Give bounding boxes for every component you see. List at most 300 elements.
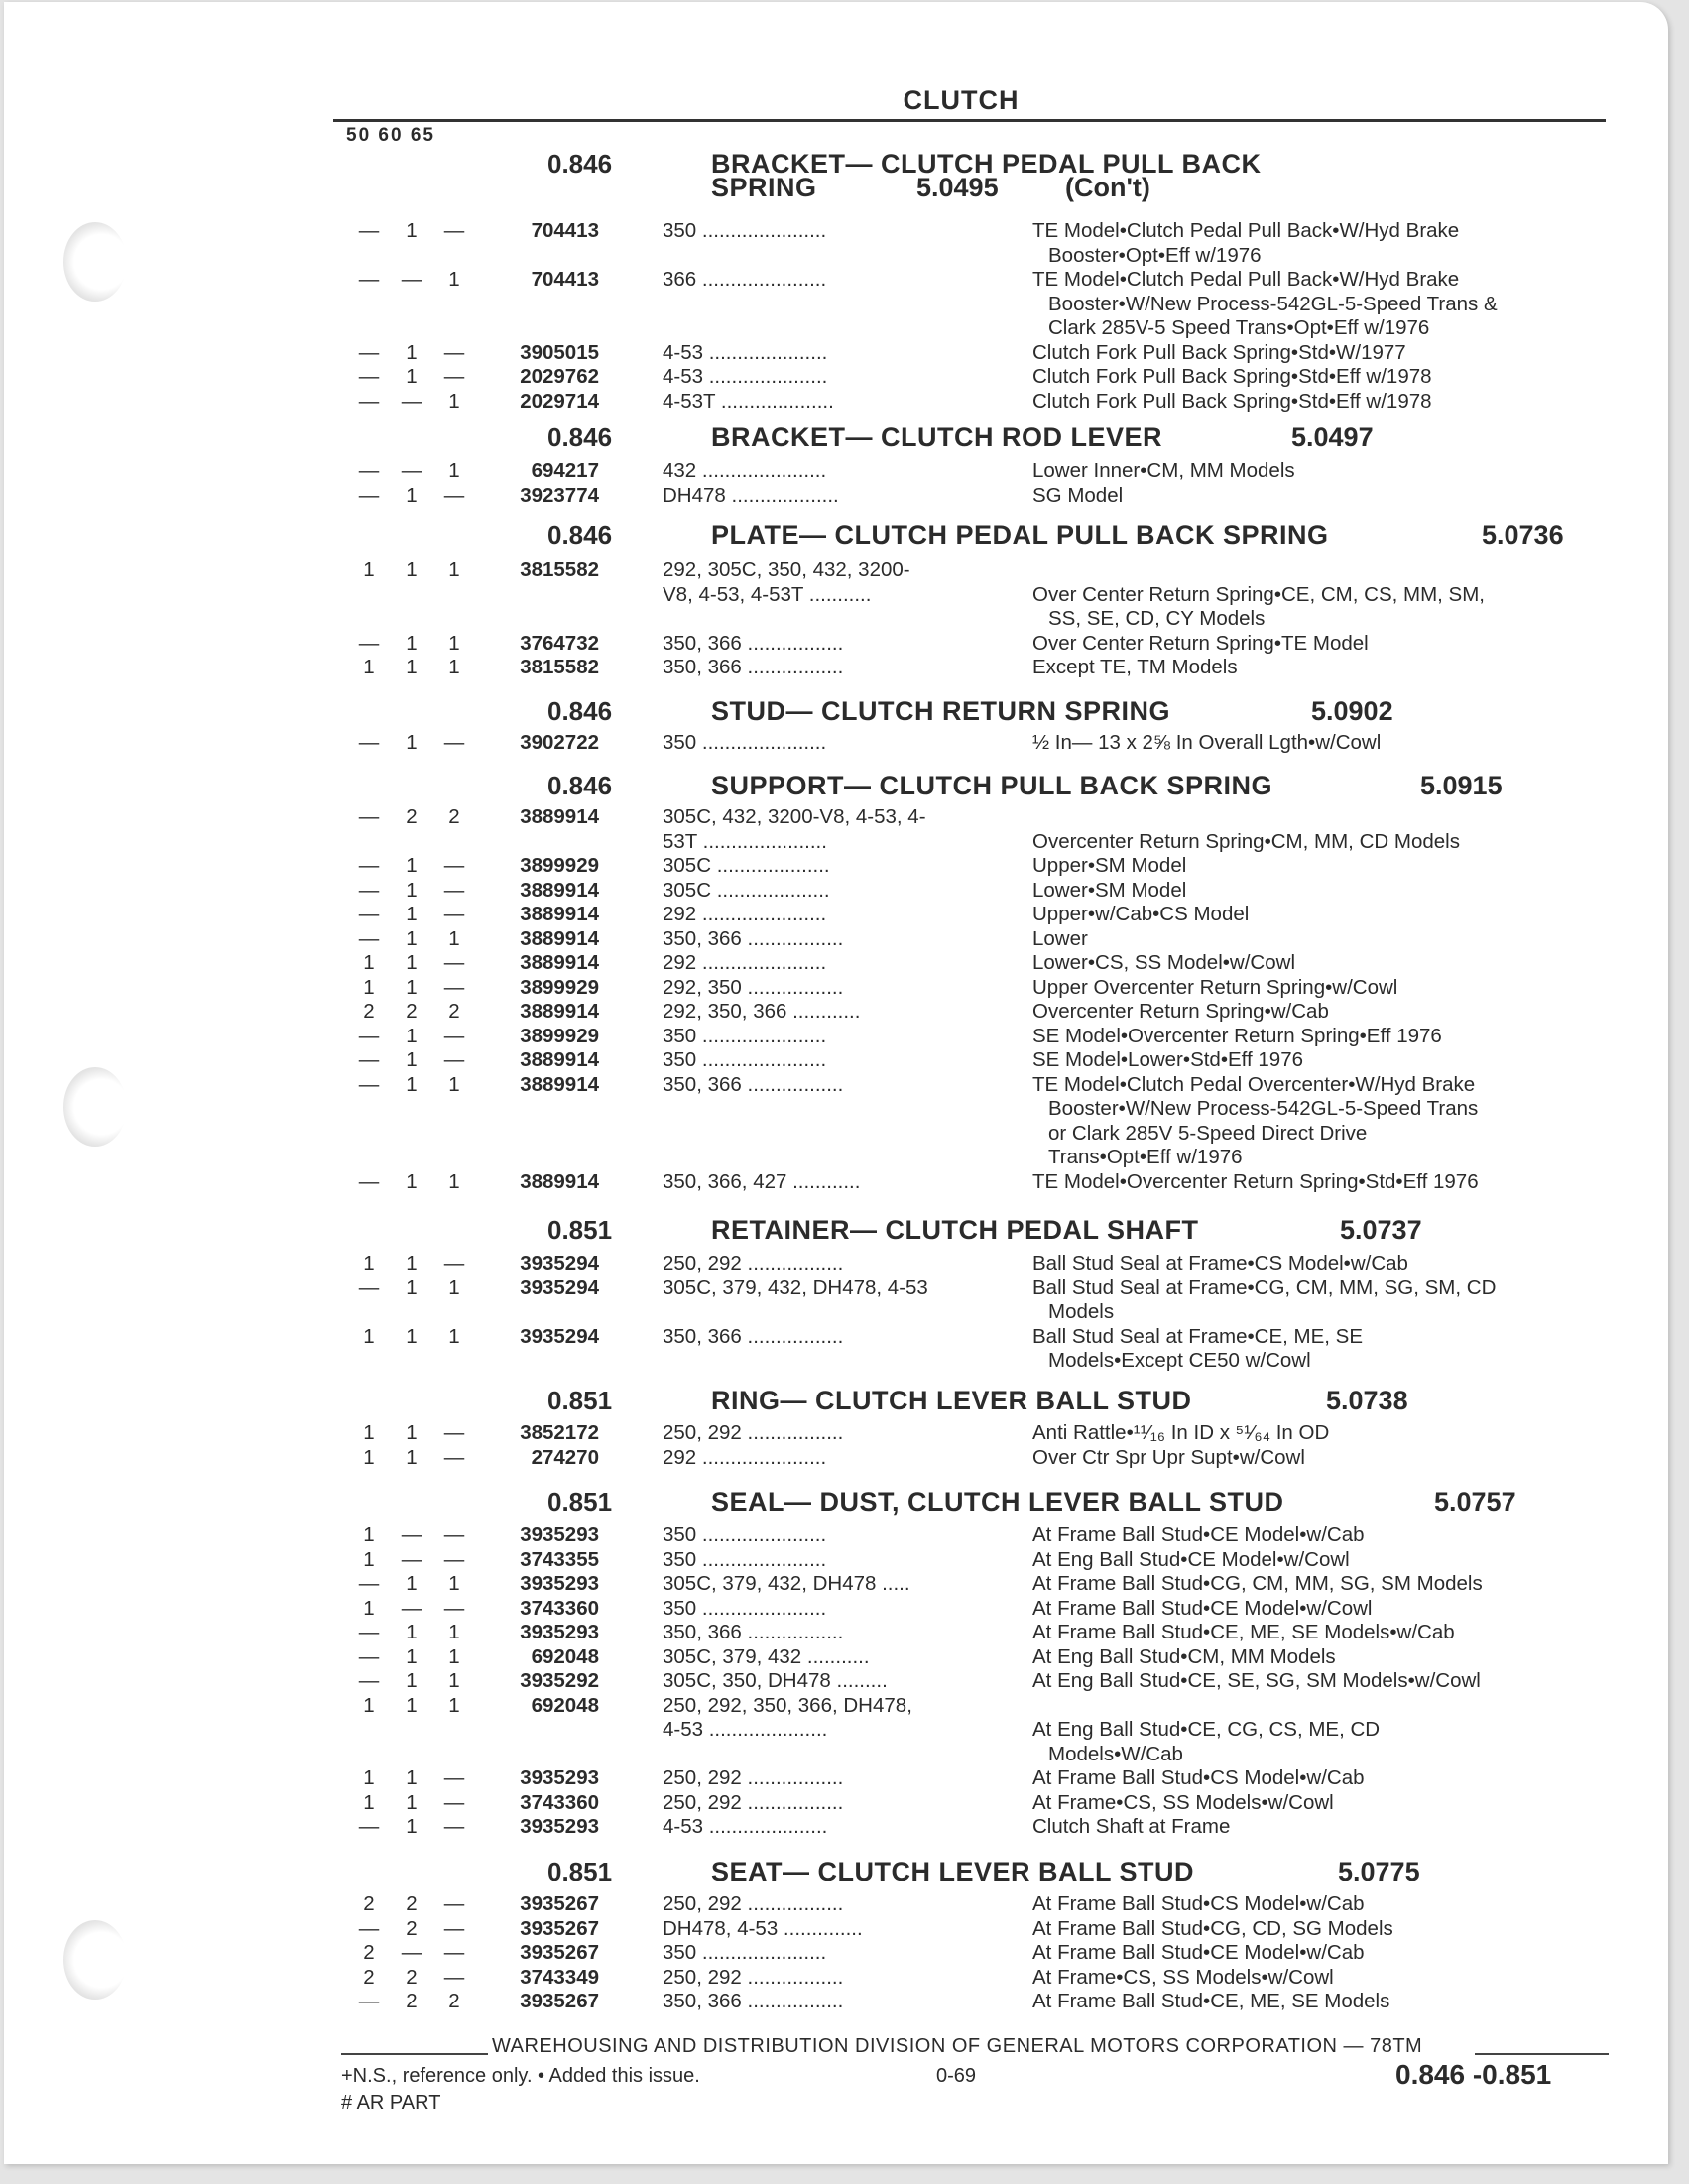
part-number: 274270 bbox=[531, 1445, 599, 1469]
part-number: 3889914 bbox=[520, 805, 599, 828]
section-code: 5.0775 bbox=[1338, 1857, 1420, 1886]
quantity-cell: — bbox=[443, 1048, 465, 1071]
model-cell: 305C, 379, 432 ........... bbox=[663, 1644, 870, 1668]
description-line: Upper•SM Model bbox=[1032, 854, 1187, 877]
section-title: STUD— CLUTCH RETURN SPRING bbox=[711, 696, 1170, 726]
part-number: 3935294 bbox=[520, 1252, 599, 1274]
quantity-cell: — bbox=[358, 1621, 380, 1643]
model-cell: 250, 292 ................. bbox=[663, 1252, 844, 1274]
model-cell: 250, 292 ................. bbox=[663, 1766, 844, 1789]
quantity-cell: — bbox=[443, 1916, 465, 1940]
part-number: 3935267 bbox=[520, 1916, 599, 1940]
quantity-cell: 1 bbox=[448, 1644, 460, 1668]
description-line: Models•Except CE50 w/Cowl bbox=[1048, 1349, 1311, 1372]
section-index: 0.846 bbox=[547, 423, 613, 452]
description-line: TE Model•Clutch Pedal Pull Back•W/Hyd Brake bbox=[1032, 219, 1460, 242]
model-cell: 350 ...................... bbox=[663, 1523, 827, 1546]
quantity-cell: 1 bbox=[406, 1572, 418, 1595]
part-number: 3905015 bbox=[520, 340, 599, 364]
quantity-cell: — bbox=[358, 459, 380, 482]
description-line: TE Model•Overcenter Return Spring•Std•Eff 1976 bbox=[1032, 1169, 1479, 1193]
model-cell-line2: 4-53 ..................... bbox=[663, 1718, 828, 1741]
description-line: At Frame Ball Stud•CE Model•w/Cab bbox=[1032, 1523, 1365, 1546]
model-cell: 305C .................... bbox=[663, 878, 830, 902]
part-number: 3743360 bbox=[520, 1790, 599, 1814]
quantity-cell: 1 bbox=[406, 1324, 418, 1348]
description-line: Lower Inner•CM, MM Models bbox=[1032, 459, 1295, 482]
part-number: 704413 bbox=[531, 219, 599, 242]
section-index: 0.846 bbox=[547, 149, 613, 179]
quantity-cell: 2 bbox=[448, 1990, 460, 2012]
quantity-cell: 1 bbox=[406, 1024, 418, 1047]
quantity-cell: 1 bbox=[448, 1693, 460, 1717]
part-number: 3935293 bbox=[520, 1523, 599, 1546]
section-code: 5.0738 bbox=[1326, 1386, 1408, 1415]
quantity-cell: 1 bbox=[406, 854, 418, 877]
model-cell: 292, 350, 366 ............ bbox=[663, 1000, 861, 1023]
model-cell: 366 ...................... bbox=[663, 268, 827, 291]
footer-division: WAREHOUSING AND DISTRIBUTION DIVISION OF GENERAL MOTORS CORPORATION — 78TM bbox=[492, 2035, 1423, 2057]
quantity-cell: 1 bbox=[448, 459, 460, 482]
quantity-cell: — bbox=[401, 389, 422, 413]
quantity-cell: 1 bbox=[363, 1547, 375, 1571]
part-number: 3935294 bbox=[520, 1275, 599, 1299]
footer-note: # AR PART bbox=[341, 2092, 441, 2114]
model-cell-line2: V8, 4-53, 4-53T ........... bbox=[663, 582, 872, 606]
section-code: 5.0737 bbox=[1340, 1215, 1422, 1245]
quantity-cell: — bbox=[443, 1596, 465, 1620]
quantity-cell: 1 bbox=[406, 656, 418, 678]
quantity-cell: — bbox=[443, 854, 465, 877]
quantity-cell: 1 bbox=[363, 558, 375, 581]
quantity-cell: 1 bbox=[406, 631, 418, 655]
description-line: Booster•W/New Process-542GL-5-Speed Trans bbox=[1048, 1097, 1479, 1120]
description-line: At Frame Ball Stud•CE Model•w/Cab bbox=[1032, 1941, 1365, 1964]
model-cell: 292 ...................... bbox=[663, 1445, 827, 1469]
description-line: At Eng Ball Stud•CE Model•w/Cowl bbox=[1032, 1547, 1350, 1571]
quantity-cell: 1 bbox=[406, 1275, 418, 1299]
column-header-years: 50 60 65 bbox=[346, 125, 435, 146]
description-line: Ball Stud Seal at Frame•CS Model•w/Cab bbox=[1032, 1252, 1408, 1274]
description-line: Clutch Fork Pull Back Spring•Std•Eff w/1978 bbox=[1032, 389, 1432, 413]
part-number: 3889914 bbox=[520, 1048, 599, 1071]
model-cell: 4-53T .................... bbox=[663, 389, 834, 413]
binder-hole bbox=[63, 222, 127, 302]
model-cell: DH478 ................... bbox=[663, 483, 839, 507]
quantity-cell: 1 bbox=[448, 1324, 460, 1348]
description-line: Clutch Fork Pull Back Spring•Std•Eff w/1978 bbox=[1032, 365, 1432, 388]
quantity-cell: 1 bbox=[406, 951, 418, 974]
description-line: or Clark 285V 5-Speed Direct Drive bbox=[1048, 1121, 1368, 1145]
quantity-cell: 2 bbox=[406, 805, 418, 828]
quantity-cell: — bbox=[443, 951, 465, 974]
quantity-cell: — bbox=[358, 1048, 380, 1071]
section-title: RETAINER— CLUTCH PEDAL SHAFT bbox=[711, 1215, 1199, 1245]
part-number: 3764732 bbox=[520, 631, 599, 655]
model-cell: 350, 366 ................. bbox=[663, 631, 844, 655]
quantity-cell: 2 bbox=[448, 805, 460, 828]
model-cell: 350 ...................... bbox=[663, 1048, 827, 1071]
quantity-cell: — bbox=[358, 903, 380, 925]
quantity-cell: — bbox=[358, 1072, 380, 1096]
quantity-cell: 1 bbox=[363, 1252, 375, 1274]
quantity-cell: — bbox=[443, 903, 465, 925]
quantity-cell: — bbox=[358, 926, 380, 950]
quantity-cell: 1 bbox=[363, 1421, 375, 1444]
part-number: 3935293 bbox=[520, 1766, 599, 1789]
quantity-cell: — bbox=[358, 1024, 380, 1047]
description-line: Over Center Return Spring•TE Model bbox=[1032, 631, 1369, 655]
part-number: 3815582 bbox=[520, 656, 599, 678]
model-cell: 350 ...................... bbox=[663, 1547, 827, 1571]
model-cell: 305C .................... bbox=[663, 854, 830, 877]
quantity-cell: 1 bbox=[406, 1421, 418, 1444]
quantity-cell: — bbox=[358, 1815, 380, 1838]
quantity-cell: — bbox=[358, 1669, 380, 1692]
description-line: Clutch Fork Pull Back Spring•Std•W/1977 bbox=[1032, 340, 1406, 364]
section-title: SEAL— DUST, CLUTCH LEVER BALL STUD bbox=[711, 1487, 1284, 1517]
quantity-cell: — bbox=[358, 1644, 380, 1668]
part-number: 3923774 bbox=[520, 483, 599, 507]
model-cell: 350 ...................... bbox=[663, 1596, 827, 1620]
quantity-cell: 1 bbox=[406, 1815, 418, 1838]
model-cell: 350, 366, 427 ............ bbox=[663, 1169, 861, 1193]
quantity-cell: 1 bbox=[363, 1596, 375, 1620]
description-line: At Frame Ball Stud•CS Model•w/Cab bbox=[1032, 1766, 1365, 1789]
section-index: 0.851 bbox=[547, 1386, 613, 1415]
quantity-cell: 2 bbox=[406, 1000, 418, 1023]
model-cell: 305C, 350, DH478 ......... bbox=[663, 1669, 888, 1692]
quantity-cell: — bbox=[358, 631, 380, 655]
part-number: 3889914 bbox=[520, 903, 599, 925]
quantity-cell: 1 bbox=[406, 340, 418, 364]
quantity-cell: — bbox=[358, 365, 380, 388]
model-cell: DH478, 4-53 .............. bbox=[663, 1916, 863, 1940]
description-line: At Eng Ball Stud•CE, SE, SG, SM Models•w/Cowl bbox=[1032, 1669, 1481, 1692]
quantity-cell: — bbox=[443, 340, 465, 364]
model-cell: 350, 366 ................. bbox=[663, 656, 844, 678]
quantity-cell: — bbox=[358, 389, 380, 413]
description-line: TE Model•Clutch Pedal Pull Back•W/Hyd Brake bbox=[1032, 268, 1460, 291]
description-line: Lower•SM Model bbox=[1032, 878, 1187, 902]
section-title: BRACKET— CLUTCH ROD LEVER bbox=[711, 423, 1162, 452]
description-line: Over Ctr Spr Upr Supt•w/Cowl bbox=[1032, 1445, 1305, 1469]
part-number: 692048 bbox=[531, 1644, 599, 1668]
quantity-cell: — bbox=[443, 219, 465, 242]
description-line: Ball Stud Seal at Frame•CE, ME, SE bbox=[1032, 1324, 1364, 1348]
description-line: At Frame•CS, SS Models•w/Cowl bbox=[1032, 1790, 1334, 1814]
model-cell: 350, 366 ................. bbox=[663, 926, 844, 950]
model-cell: 305C, 379, 432, DH478 ..... bbox=[663, 1572, 910, 1595]
model-cell: 4-53 ..................... bbox=[663, 365, 828, 388]
description-line: SG Model bbox=[1032, 483, 1124, 507]
quantity-cell: 1 bbox=[406, 1621, 418, 1643]
quantity-cell: 1 bbox=[406, 1644, 418, 1668]
page-number: 0-69 bbox=[936, 2065, 977, 2087]
model-cell: 350, 366 ................. bbox=[663, 1621, 844, 1643]
description-line: Models bbox=[1048, 1300, 1115, 1323]
model-cell: 250, 292 ................. bbox=[663, 1965, 844, 1989]
model-cell: 305C, 432, 3200-V8, 4-53, 4- bbox=[663, 805, 926, 828]
quantity-cell: — bbox=[443, 1445, 465, 1469]
description-line: Except TE, TM Models bbox=[1032, 656, 1238, 678]
description-line: SE Model•Lower•Std•Eff 1976 bbox=[1032, 1048, 1304, 1071]
quantity-cell: 1 bbox=[448, 1572, 460, 1595]
quantity-cell: 1 bbox=[406, 1169, 418, 1193]
footer-rule bbox=[1475, 2053, 1609, 2055]
quantity-cell: 2 bbox=[448, 1000, 460, 1023]
section-title: SUPPORT— CLUTCH PULL BACK SPRING bbox=[711, 771, 1273, 800]
quantity-cell: — bbox=[443, 1766, 465, 1789]
part-number: 3899929 bbox=[520, 975, 599, 999]
quantity-cell: 1 bbox=[406, 1048, 418, 1071]
part-number: 704413 bbox=[531, 268, 599, 291]
quantity-cell: — bbox=[443, 1815, 465, 1838]
quantity-cell: 2 bbox=[406, 1892, 418, 1915]
quantity-cell: — bbox=[401, 1547, 422, 1571]
section-title: BRACKET— CLUTCH PEDAL PULL BACK bbox=[711, 149, 1262, 179]
quantity-cell: 1 bbox=[406, 365, 418, 388]
quantity-cell: 1 bbox=[406, 926, 418, 950]
model-cell: 432 ...................... bbox=[663, 459, 827, 482]
quantity-cell: 1 bbox=[363, 1693, 375, 1717]
model-cell: 292 ...................... bbox=[663, 951, 827, 974]
quantity-cell: — bbox=[358, 483, 380, 507]
quantity-cell: 1 bbox=[448, 1072, 460, 1096]
part-number: 3899929 bbox=[520, 1024, 599, 1047]
quantity-cell: 2 bbox=[363, 1892, 375, 1915]
quantity-cell: — bbox=[358, 1275, 380, 1299]
description-line: Upper Overcenter Return Spring•w/Cowl bbox=[1032, 975, 1398, 999]
section-index: 0.846 bbox=[547, 771, 613, 800]
description-line: Trans•Opt•Eff w/1976 bbox=[1048, 1146, 1243, 1168]
quantity-cell: 1 bbox=[363, 656, 375, 678]
part-number: 3889914 bbox=[520, 926, 599, 950]
section-suffix: (Con't) bbox=[1065, 173, 1150, 202]
quantity-cell: — bbox=[443, 975, 465, 999]
description-line: ½ In— 13 x 2⅝ In Overall Lgth•w/Cowl bbox=[1032, 731, 1382, 754]
quantity-cell: 2 bbox=[406, 1916, 418, 1940]
model-cell: 305C, 379, 432, DH478, 4-53 bbox=[663, 1275, 928, 1299]
quantity-cell: — bbox=[443, 1941, 465, 1964]
quantity-cell: — bbox=[401, 1596, 422, 1620]
quantity-cell: — bbox=[358, 1572, 380, 1595]
model-cell: 350, 366 ................. bbox=[663, 1990, 844, 2012]
section-code: 5.0495 bbox=[916, 173, 999, 202]
quantity-cell: 1 bbox=[448, 1169, 460, 1193]
section-title: RING— CLUTCH LEVER BALL STUD bbox=[711, 1386, 1192, 1415]
quantity-cell: 1 bbox=[363, 951, 375, 974]
part-number: 3902722 bbox=[520, 731, 599, 754]
part-number: 3889914 bbox=[520, 1072, 599, 1096]
footer-rule bbox=[341, 2053, 488, 2055]
quantity-cell: 1 bbox=[406, 975, 418, 999]
part-number: 3935267 bbox=[520, 1941, 599, 1964]
catalog-page bbox=[4, 2, 1668, 2164]
quantity-cell: — bbox=[443, 1965, 465, 1989]
section-code: 5.0902 bbox=[1311, 696, 1393, 726]
model-cell: 250, 292 ................. bbox=[663, 1892, 844, 1915]
quantity-cell: 1 bbox=[406, 1669, 418, 1692]
quantity-cell: — bbox=[358, 878, 380, 902]
model-cell: 350 ...................... bbox=[663, 731, 827, 754]
quantity-cell: 1 bbox=[406, 731, 418, 754]
quantity-cell: — bbox=[358, 1169, 380, 1193]
description-line: TE Model•Clutch Pedal Overcenter•W/Hyd Brake bbox=[1032, 1072, 1476, 1096]
part-number: 3935293 bbox=[520, 1621, 599, 1643]
quantity-cell: 1 bbox=[406, 219, 418, 242]
quantity-cell: 1 bbox=[406, 1072, 418, 1096]
quantity-cell: 1 bbox=[363, 975, 375, 999]
section-index: 0.846 bbox=[547, 520, 613, 549]
description-line: Overcenter Return Spring•CM, MM, CD Models bbox=[1032, 829, 1460, 853]
model-cell: 292, 305C, 350, 432, 3200- bbox=[663, 558, 910, 581]
description-line: Clark 285V-5 Speed Trans•Opt•Eff w/1976 bbox=[1048, 316, 1430, 339]
part-number: 694217 bbox=[531, 459, 599, 482]
part-number: 3935294 bbox=[520, 1324, 599, 1348]
model-cell: 350 ...................... bbox=[663, 219, 827, 242]
section-code: 5.0497 bbox=[1291, 423, 1374, 452]
quantity-cell: 1 bbox=[363, 1324, 375, 1348]
section-code: 5.0757 bbox=[1434, 1487, 1516, 1517]
description-line: Overcenter Return Spring•w/Cab bbox=[1032, 1000, 1329, 1023]
quantity-cell: — bbox=[401, 459, 422, 482]
section-title: PLATE— CLUTCH PEDAL PULL BACK SPRING bbox=[711, 520, 1329, 549]
quantity-cell: — bbox=[358, 731, 380, 754]
part-number: 3815582 bbox=[520, 558, 599, 581]
part-number: 3743360 bbox=[520, 1596, 599, 1620]
quantity-cell: — bbox=[443, 731, 465, 754]
description-line: Anti Rattle•¹¹⁄₁₆ In ID x ⁵¹⁄₆₄ In OD bbox=[1032, 1421, 1330, 1444]
section-index: 0.851 bbox=[547, 1215, 613, 1245]
quantity-cell: 1 bbox=[448, 389, 460, 413]
quantity-cell: — bbox=[358, 340, 380, 364]
quantity-cell: 1 bbox=[363, 1766, 375, 1789]
model-cell: 250, 292 ................. bbox=[663, 1790, 844, 1814]
quantity-cell: 1 bbox=[406, 1790, 418, 1814]
model-cell: 250, 292 ................. bbox=[663, 1421, 844, 1444]
quantity-cell: 1 bbox=[448, 1669, 460, 1692]
page-range: 0.846 -0.851 bbox=[1395, 2059, 1552, 2090]
header-rule bbox=[333, 119, 1606, 122]
quantity-cell: 1 bbox=[363, 1445, 375, 1469]
part-number: 3889914 bbox=[520, 1169, 599, 1193]
quantity-cell: 1 bbox=[448, 268, 460, 291]
model-cell: 4-53 ..................... bbox=[663, 1815, 828, 1838]
description-line: At Frame Ball Stud•CE, ME, SE Models bbox=[1032, 1990, 1390, 2012]
description-line: Lower•CS, SS Model•w/Cowl bbox=[1032, 951, 1295, 974]
quantity-cell: — bbox=[443, 1024, 465, 1047]
part-number: 3935292 bbox=[520, 1669, 599, 1692]
part-number: 3935293 bbox=[520, 1815, 599, 1838]
quantity-cell: — bbox=[443, 1892, 465, 1915]
description-line: At Frame Ball Stud•CS Model•w/Cab bbox=[1032, 1892, 1365, 1915]
quantity-cell: — bbox=[401, 1523, 422, 1546]
description-line: At Frame Ball Stud•CE Model•w/Cowl bbox=[1032, 1596, 1373, 1620]
quantity-cell: — bbox=[443, 1523, 465, 1546]
description-line: Ball Stud Seal at Frame•CG, CM, MM, SG, SM, CD bbox=[1032, 1275, 1497, 1299]
quantity-cell: — bbox=[443, 365, 465, 388]
quantity-cell: — bbox=[443, 878, 465, 902]
quantity-cell: — bbox=[443, 483, 465, 507]
model-cell: 4-53 ..................... bbox=[663, 340, 828, 364]
model-cell-line2: 53T ...................... bbox=[663, 829, 827, 853]
part-number: 2029762 bbox=[520, 365, 599, 388]
model-cell: 350, 366 ................. bbox=[663, 1072, 844, 1096]
description-line: At Eng Ball Stud•CE, CG, CS, ME, CD bbox=[1032, 1718, 1381, 1741]
quantity-cell: 1 bbox=[448, 656, 460, 678]
part-number: 3935267 bbox=[520, 1892, 599, 1915]
quantity-cell: 1 bbox=[406, 1766, 418, 1789]
quantity-cell: — bbox=[358, 1990, 380, 2012]
model-cell: 292, 350 ................. bbox=[663, 975, 844, 999]
quantity-cell: 1 bbox=[406, 558, 418, 581]
section-code: 5.0736 bbox=[1482, 520, 1564, 549]
description-line: Models•W/Cab bbox=[1048, 1742, 1183, 1765]
quantity-cell: — bbox=[358, 219, 380, 242]
part-number: 3743355 bbox=[520, 1547, 599, 1571]
description-line: Clutch Shaft at Frame bbox=[1032, 1815, 1231, 1838]
quantity-cell: — bbox=[401, 268, 422, 291]
description-line: At Eng Ball Stud•CM, MM Models bbox=[1032, 1644, 1336, 1668]
quantity-cell: 2 bbox=[406, 1990, 418, 2012]
quantity-cell: — bbox=[443, 1790, 465, 1814]
quantity-cell: 1 bbox=[363, 1790, 375, 1814]
quantity-cell: 1 bbox=[448, 926, 460, 950]
part-number: 3935293 bbox=[520, 1572, 599, 1595]
description-line: Booster•W/New Process-542GL-5-Speed Trans & bbox=[1048, 292, 1498, 315]
quantity-cell: — bbox=[358, 1916, 380, 1940]
quantity-cell: 1 bbox=[363, 1523, 375, 1546]
quantity-cell: 1 bbox=[448, 1621, 460, 1643]
description-line: Upper•w/Cab•CS Model bbox=[1032, 903, 1250, 925]
part-number: 3889914 bbox=[520, 951, 599, 974]
quantity-cell: — bbox=[358, 805, 380, 828]
description-line: SS, SE, CD, CY Models bbox=[1048, 607, 1266, 630]
model-cell: 350 ...................... bbox=[663, 1024, 827, 1047]
quantity-cell: — bbox=[401, 1941, 422, 1964]
description-line: At Frame Ball Stud•CG, CD, SG Models bbox=[1032, 1916, 1393, 1940]
quantity-cell: — bbox=[443, 1547, 465, 1571]
quantity-cell: 2 bbox=[363, 1941, 375, 1964]
part-number: 3889914 bbox=[520, 1000, 599, 1023]
quantity-cell: — bbox=[358, 268, 380, 291]
quantity-cell: 1 bbox=[406, 1445, 418, 1469]
description-line: Over Center Return Spring•CE, CM, CS, MM, SM, bbox=[1032, 582, 1486, 606]
quantity-cell: — bbox=[443, 1421, 465, 1444]
section-code: 5.0915 bbox=[1420, 771, 1503, 800]
quantity-cell: — bbox=[358, 854, 380, 877]
quantity-cell: 1 bbox=[448, 558, 460, 581]
footer-note: +N.S., reference only. • Added this issue. bbox=[341, 2065, 700, 2087]
quantity-cell: 2 bbox=[363, 1965, 375, 1989]
description-line: Lower bbox=[1032, 926, 1088, 950]
quantity-cell: 1 bbox=[406, 903, 418, 925]
page-title: CLUTCH bbox=[903, 85, 1020, 115]
quantity-cell: 1 bbox=[406, 1252, 418, 1274]
model-cell: 292 ...................... bbox=[663, 903, 827, 925]
part-number: 2029714 bbox=[520, 389, 599, 413]
quantity-cell: — bbox=[443, 1252, 465, 1274]
model-cell: 250, 292, 350, 366, DH478, bbox=[663, 1693, 912, 1717]
description-line: At Frame Ball Stud•CG, CM, MM, SG, SM Models bbox=[1032, 1572, 1483, 1595]
section-index: 0.851 bbox=[547, 1857, 613, 1886]
description-line: At Frame•CS, SS Models•w/Cowl bbox=[1032, 1965, 1334, 1989]
quantity-cell: 1 bbox=[406, 878, 418, 902]
description-line: Booster•Opt•Eff w/1976 bbox=[1048, 243, 1262, 267]
quantity-cell: 1 bbox=[406, 483, 418, 507]
part-number: 3935267 bbox=[520, 1990, 599, 2012]
